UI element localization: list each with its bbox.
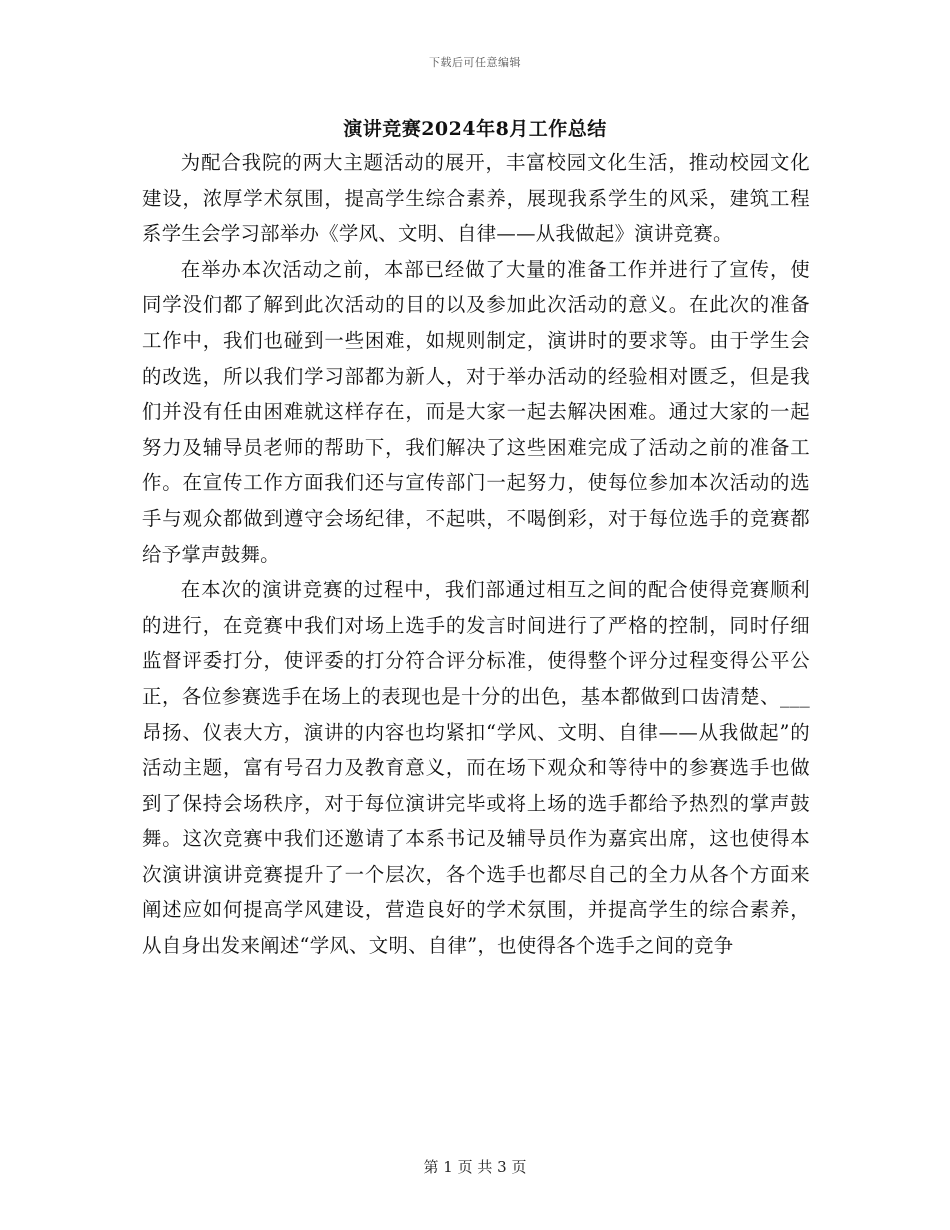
document-body (142, 145, 810, 964)
paragraph: 在举办本次活动之前，本部已经做了大量的准备工作并进行了宣传，使同学没们都了解到此次活动的目的以及参加此次活动的意义。在此次的准备工作中，我们也碰到一些困难，如规则制定，演讲时的要求等。由于学生会的改选，所以我们学习部都为新人，对于举办活动的经验相对匮乏，但是我们并没有任由困难就这样存在，而是大家一起去解决困难。通过大家的一起努力及辅导员老师的帮助下，我们解决了这些困难完成了活动之前的准备工作。在宣传工作方面我们还与宣传部门一起努力，使每位参加本次活动的选手与观众都做到遵守会场纪律，不起哄，不喝倒彩，对于每位选手的竞赛都给予掌声鼓舞。 (142, 257, 810, 566)
header-note: 下载后可任意编辑 (429, 56, 521, 69)
document-title: 演讲竞赛2024年8月工作总结 (343, 118, 607, 140)
page-number: 第 1 页 共 3 页 (423, 1158, 527, 1176)
paragraph: 在本次的演讲竞赛的过程中，我们部通过相互之间的配合使得竞赛顺利的进行，在竞赛中我们对场上选手的发言时间进行了严格的控制，同时仔细监督评委打分，使评委的打分符合评分标准，使得整个评分过程变得公平公正，各位参赛选手在场上的表现也是十分的出色，基本都做到口齿清楚、___昂扬、仪表大方，演讲的内容也均紧扣“学风、文明、自律——从我做起”的活动主题，富有号召力及教育意义，而在场下观众和等待中的参赛选手也做到了保持会场秩序，对于每位演讲完毕或将上场的选手都给予热烈的掌声鼓舞。这次竞赛中我们还邀请了本系书记及辅导员作为嘉宾出席，这也使得本次演讲演讲竞赛提升了一个层次，各个选手也都尽自己的全力从各个方面来阐述应如何提高学风建设，营造良好的学术氛围，并提高学生的综合素养，从自身出发来阐述“学风、文明、自律”，也使得各个选手之间的竞争 (142, 578, 810, 958)
paragraph: 为配合我院的两大主题活动的展开，丰富校园文化生活，推动校园文化建设，浓厚学术氛围，提高学生综合素养，展现我系学生的风采，建筑工程系学生会学习部举办《学风、文明、自律——从我做起》演讲竞赛。 (142, 151, 810, 246)
